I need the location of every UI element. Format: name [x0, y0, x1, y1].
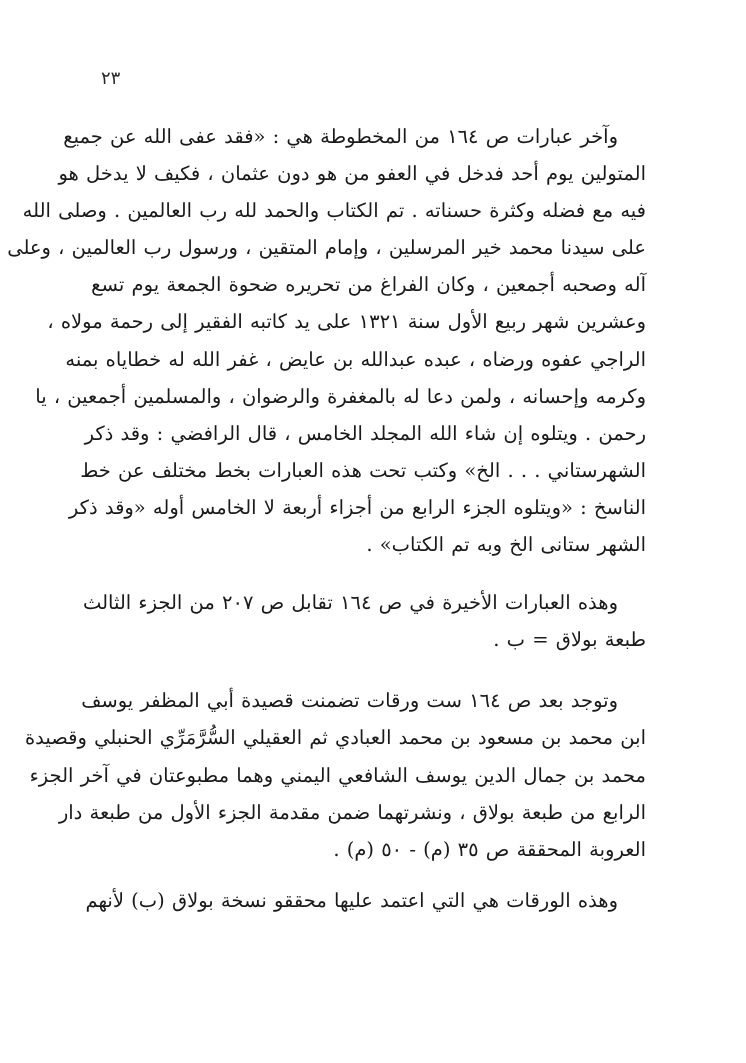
text-line: وكرمه وإحسانه ، ولمن دعا له بالمغفرة والرضوان ، والمسلمين أجمعين ، يا — [35, 384, 646, 408]
text-line: العروبة المحققة ص ٣٥ (م) - ٥٠ (م) . — [333, 837, 646, 861]
page-number: ٢٣ — [101, 68, 121, 89]
text-line: الشهر ستانى الخ وبه تم الكتاب» . — [366, 533, 646, 557]
paragraph-bulaq-correspondence — [82, 584, 646, 658]
text-line: محمد بن جمال الدين يوسف الشافعي اليمني وهما مطبوعتان في آخر الجزء — [29, 763, 646, 787]
text-line: الشهرستاني . . . الخ» وكتب تحت هذه العبارات بخط مختلف عن خط — [80, 458, 646, 482]
text-line: آله وصحبه أجمعين ، وكان الفراغ من تحريره ضحوة الجمعة يوم تسع — [91, 273, 646, 297]
body-text — [7, 118, 646, 919]
paragraph-six-leaves — [24, 682, 646, 867]
text-line: الرابع من طبعة بولاق ، ونشرتهما ضمن مقدمة الجزء الأول من طبعة دار — [58, 800, 646, 824]
paragraph-manuscript-ending — [7, 118, 646, 563]
text-line: وتوجد بعد ص ١٦٤ ست ورقات تضمنت قصيدة أبي المظفر يوسف — [81, 689, 618, 713]
text-line: وآخر عبارات ص ١٦٤ من المخطوطة هي : «فقد عفى الله عن جميع — [63, 125, 618, 148]
text-line: الراجي عفوه ورضاه ، عبده عبدالله بن عايض ، غفر الله له خطاياه بمنه — [65, 347, 646, 371]
text-line: رحمن . ويتلوه إن شاء الله المجلد الخامس ، قال الرافضي : وقد ذكر — [84, 421, 646, 445]
text-line: ابن محمد بن مسعود بن محمد العبادي ثم العقيلي السُّرَّمَرِّي الحنبلي وقصيدة — [24, 726, 646, 750]
text-line: فيه مع فضله وكثرة حسناته . تم الكتاب والحمد لله رب العالمين . وصلى الله — [22, 199, 646, 223]
text-line: وهذه العبارات الأخيرة في ص ١٦٤ تقابل ص ٢٠٧ من الجزء الثالث — [82, 591, 618, 615]
text-line: وعشرين شهر ربيع الأول سنة ١٣٢١ على يد كاتبه الفقير إلى رحمة مولاه ، — [47, 310, 646, 334]
paragraph-bulaq-editors — [85, 882, 646, 919]
text-line: الناسخ : «ويتلوه الجزء الرابع من أجزاء أربعة لا الخامس أوله «وقد ذكر — [68, 495, 646, 519]
text-line: المتولين يوم أحد فدخل في العفو من هو دون عثمان ، فكيف لا يدخل هو — [58, 162, 646, 186]
text-line: على سيدنا محمد خير المرسلين ، وإمام المتقين ، ورسول رب العالمين ، وعلى — [7, 236, 646, 260]
text-line: طبعة بولاق = ب . — [493, 628, 646, 652]
text-line: وهذه الورقات هي التي اعتمد عليها محققو نسخة بولاق (ب) لأنهم — [85, 888, 618, 912]
